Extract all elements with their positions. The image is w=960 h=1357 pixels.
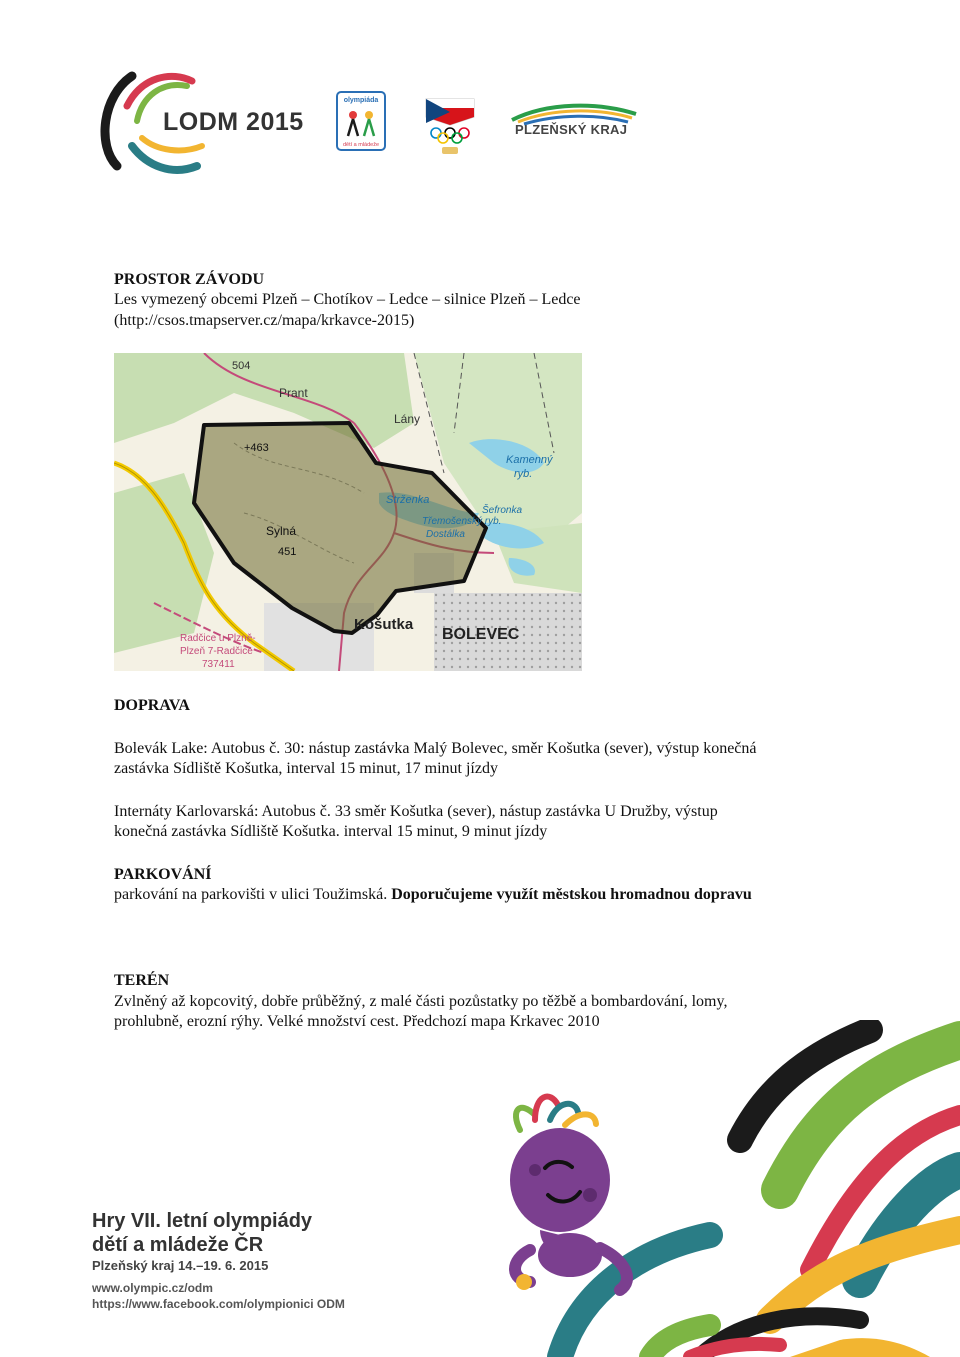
parkovani-heading: PARKOVÁNÍ [114, 866, 212, 883]
map-label-radcice-2: Plzeň 7-Radčice [180, 646, 253, 657]
prostor-zavodu-line1: Les vymezený obcemi Plzeň – Chotíkov – Ledce – silnice Plzeň – Ledce [114, 291, 581, 308]
map-label-dostalka: Dostálka [426, 529, 465, 540]
doprava-heading: DOPRAVA [114, 697, 190, 714]
teren-heading: TERÉN [114, 972, 170, 989]
map-label-sefronka: Šefronka [482, 505, 523, 516]
doprava-p2-line2: konečná zastávka Sídliště Košutka. interval 15 minut, 9 minut jízdy [114, 823, 548, 840]
lodm-logo-text: LODM 2015 [163, 108, 304, 136]
footer-title-line2: dětí a mládeže ČR [92, 1234, 264, 1256]
map-label-bolevec: BOLEVEC [442, 626, 520, 643]
map-label-ryb: ryb. [514, 468, 533, 480]
mascot [510, 1097, 627, 1290]
teren-line2: prohlubně, erozní rýhy. Velké množství cest. Předchozí mapa Krkavec 2010 [114, 1013, 600, 1030]
footer-title-line1: Hry VII. letní olympiády [92, 1210, 313, 1232]
map-label-kosutka: Košutka [354, 616, 414, 633]
plzensky-kraj-text: PLZEŇSKÝ KRAJ [515, 122, 628, 137]
doprava-p2-line1: Internáty Karlovarská: Autobus č. 33 směr Košutka (sever), nástup zastávka U Družby, výstup [114, 803, 718, 820]
prostor-zavodu-heading: PROSTOR ZÁVODU [114, 271, 265, 288]
doprava-p1-line1: Bolevák Lake: Autobus č. 30: nástup zastávka Malý Bolevec, směr Košutka (sever), výstup konečná [114, 740, 757, 757]
lodm-swirl-mascot-graphic [440, 1020, 960, 1357]
footer-date: Plzeňský kraj 14.–19. 6. 2015 [92, 1258, 269, 1273]
prostor-zavodu-link[interactable]: (http://csos.tmapserver.cz/mapa/krkavce-2015) [114, 312, 415, 329]
map-label-prant: Prant [279, 386, 308, 400]
svg-text:olympiáda: olympiáda [343, 97, 379, 104]
map-label-tremosensky: Třemošenský ryb. [422, 516, 502, 527]
map-label-463: +463 [244, 442, 269, 454]
svg-text:dětí a mládeže: dětí a mládeže [342, 142, 380, 148]
map-label-strzenka: Strženka [386, 494, 430, 506]
map-label-sylna: Sylná [266, 524, 297, 538]
map-label-504: 504 [232, 360, 251, 372]
map-label-kamenny: Kamenný [506, 454, 553, 466]
parkovani-text [114, 885, 854, 905]
czech-olympic-committee-logo [420, 95, 480, 157]
footer-facebook-link[interactable]: https://www.facebook.com/olympionici ODM [92, 1297, 345, 1311]
parkovani-normal: parkování na parkovišti v ulici Toužimská. [114, 886, 392, 903]
parkovani-bold: Doporučujeme využít městskou hromadnou dopravu [391, 886, 752, 903]
footer-website-link[interactable]: www.olympic.cz/odm [92, 1281, 213, 1295]
map-label-451: 451 [278, 546, 297, 558]
teren-line1: Zvlněný až kopcovitý, dobře průběžný, z malé části pozůstatky po těžbě a bombardování, lomy, [114, 993, 728, 1010]
race-area-map [114, 353, 582, 671]
map-label-radcice-3: 737411 [202, 659, 235, 670]
map-label-radcice-1: Radčice u Plzně- [180, 633, 256, 644]
olympiada-deti-logo [336, 91, 386, 151]
map-label-lany: Lány [394, 412, 421, 426]
doprava-p1-line2: zastávka Sídliště Košutka, interval 15 minut, 17 minut jízdy [114, 760, 498, 777]
